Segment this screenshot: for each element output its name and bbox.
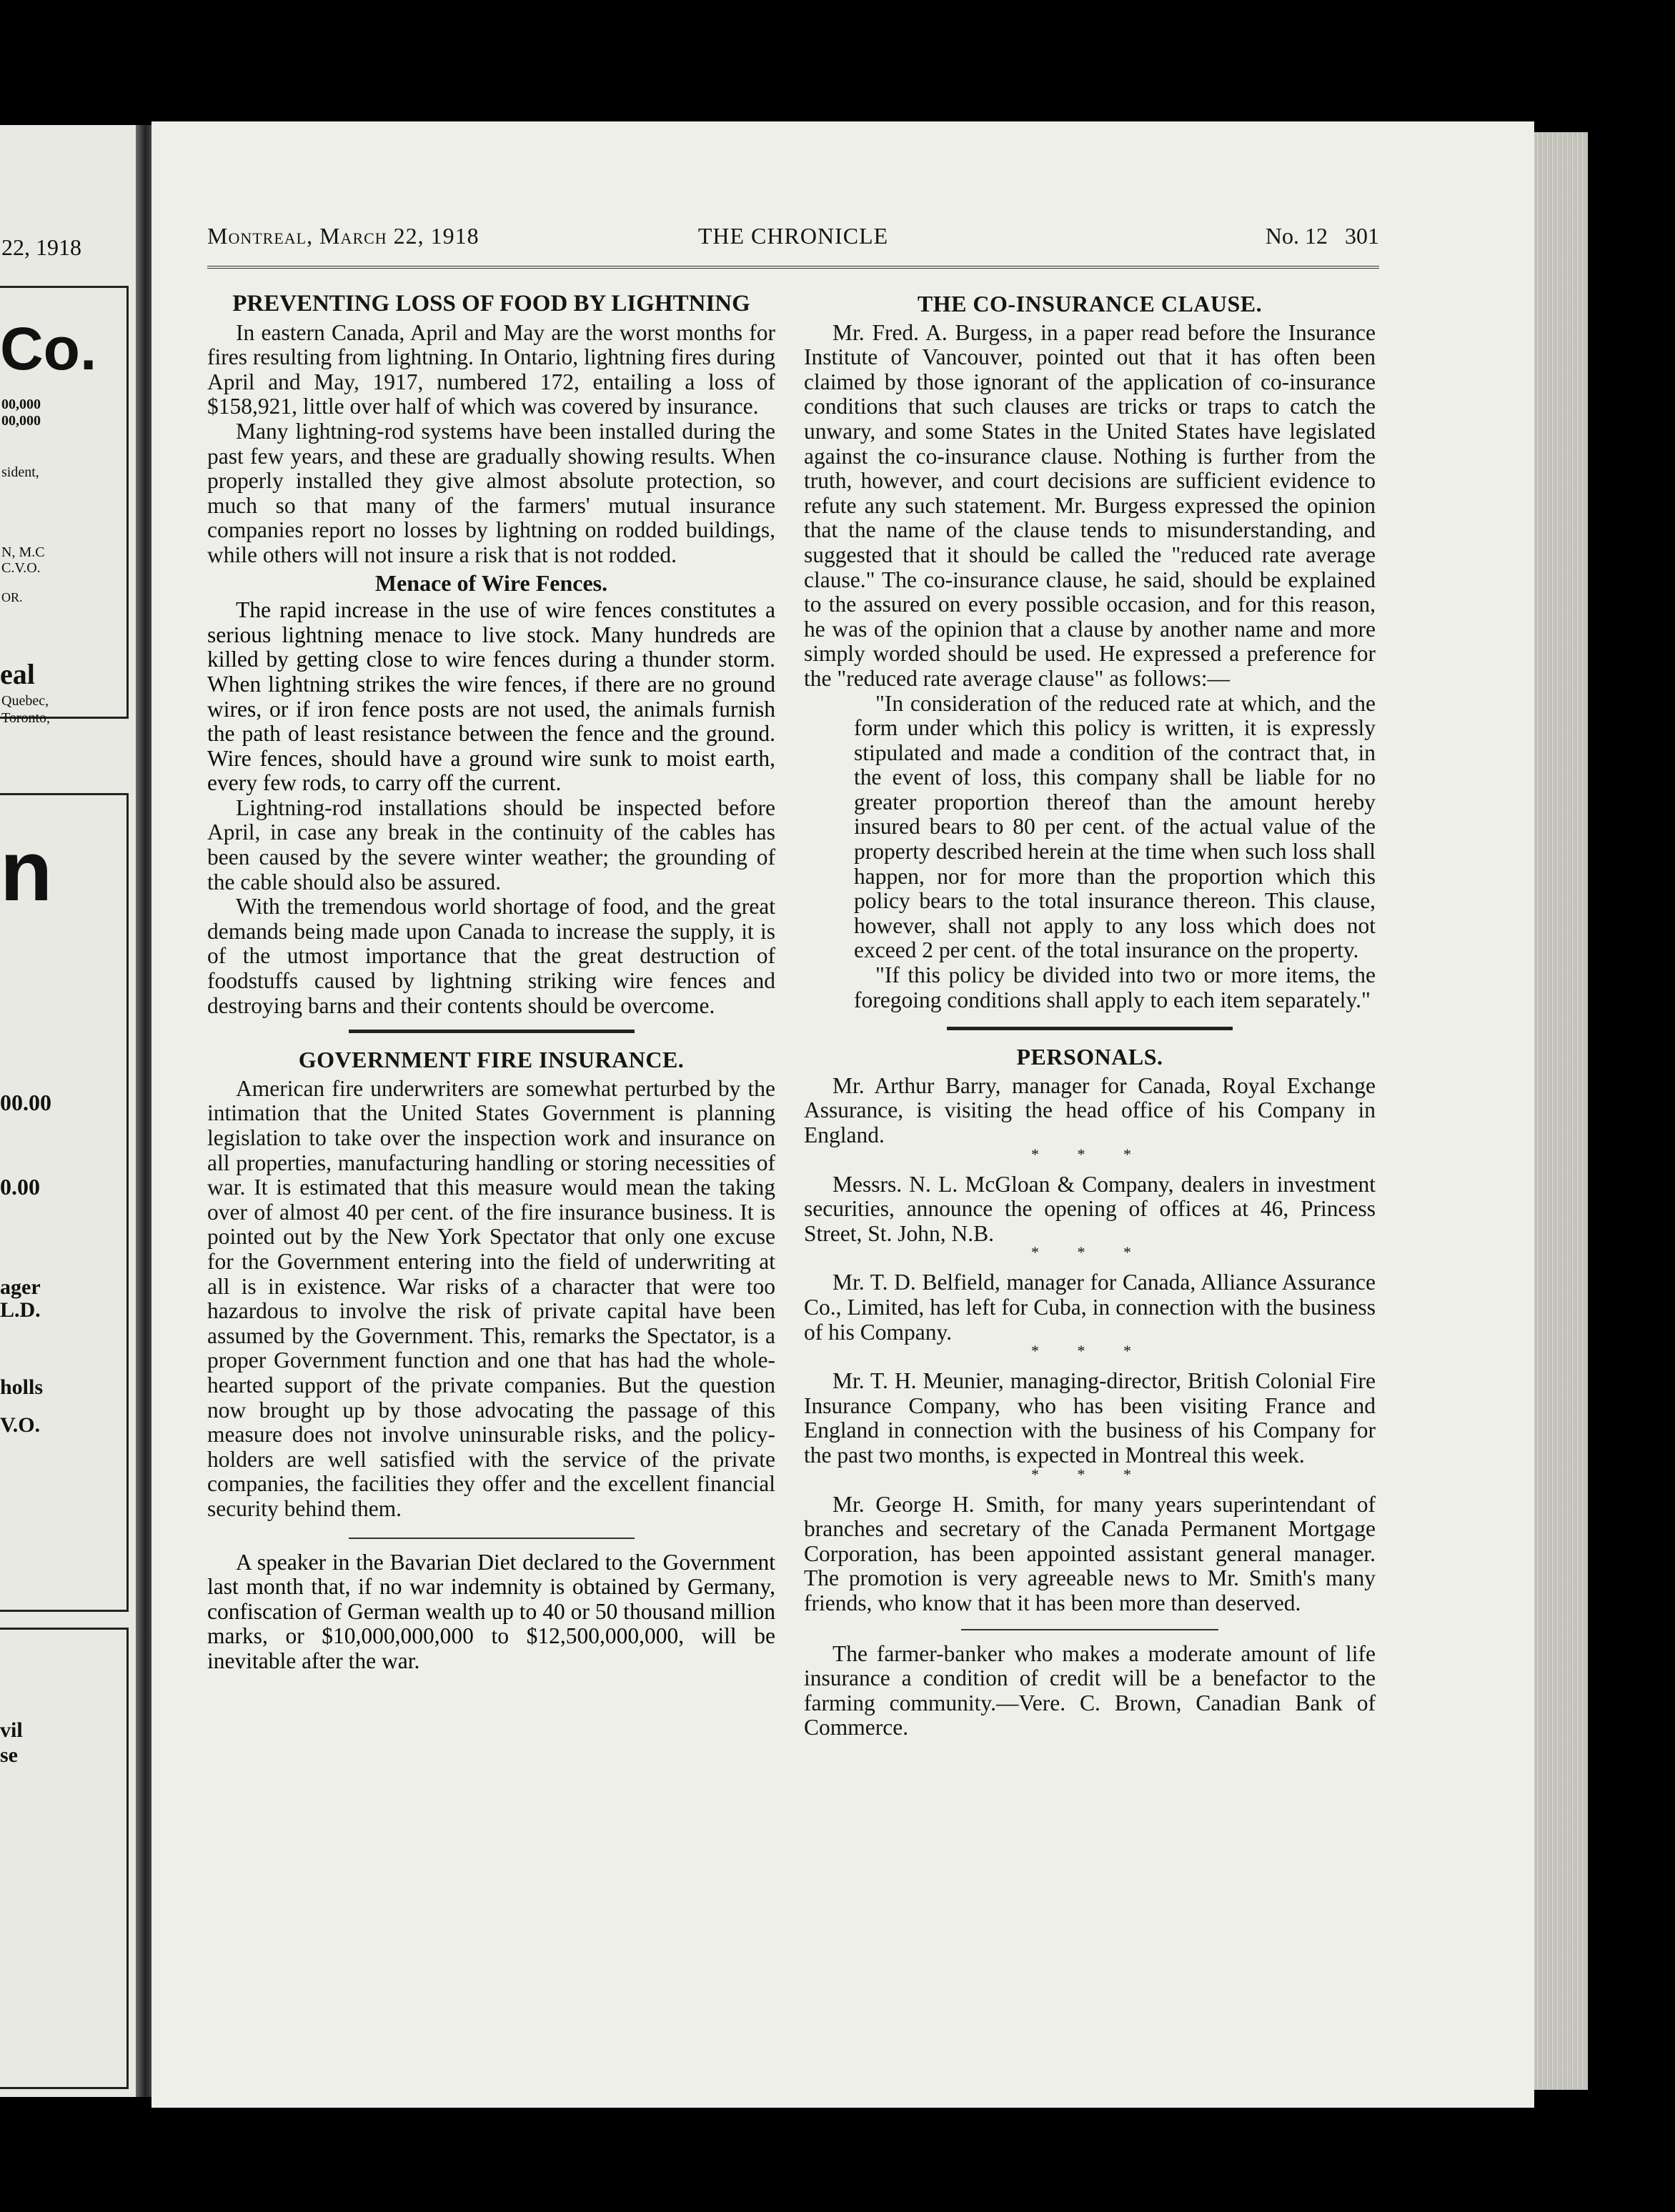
paragraph: The farmer-banker who makes a moderate amount of life insurance a condition of credit will be a benefactor to the farming community.—Vere. C. Brown, Canadian Bank of Commerce. — [804, 1640, 1376, 1740]
left-fragment: ager — [0, 1275, 41, 1299]
left-fragment: 00.00 — [0, 1090, 51, 1115]
left-fragment: V.O. — [0, 1413, 41, 1437]
left-page-date: 22, 1918 — [1, 234, 81, 260]
header-rule — [207, 266, 1379, 270]
left-fragment: eal — [0, 658, 35, 690]
left-fragment: sident, — [1, 464, 39, 480]
left-column — [207, 292, 775, 1673]
quote-paragraph: "If this policy be divided into two or more items, the foregoing conditions shall apply to each item separately." — [854, 962, 1376, 1012]
section-divider — [349, 1538, 635, 1539]
page-edges — [1534, 132, 1588, 2090]
quote-paragraph: "In consideration of the reduced rate at which, and the form under which this policy is written, it is expressly stipulated and made a condition of the contract that, in the event of loss, this company shall be liable for no greater proportion thereof than the amount hereby insured bears to 80 per cent. of the actual value of the property described herein at the time when such loss shall happen, nor for more than the proportion which this policy bears to the total insurance thereon. This clause, however, shall not apply to any loss which does not exceed 2 per cent. of the total insurance on the property. — [854, 690, 1376, 963]
asterism: * * * — [1031, 1145, 1148, 1163]
left-fragment: Quebec, — [1, 693, 49, 709]
personal-item: Mr. George H. Smith, for many years superintendant of branches and secretary of the Canada Permanent Mortgage Corporation, has been appointed assistant general manager. The promotion is very agreeable news to Mr. Smith's many friends, who know that it has been more than deserved. — [804, 1491, 1376, 1615]
left-fragment: 00,000 — [1, 413, 41, 429]
publication-title: THE CHRONICLE — [697, 223, 889, 249]
left-fragment: OR. — [1, 590, 23, 604]
left-fragment: 0.00 — [0, 1174, 40, 1200]
paragraph: With the tremendous world shortage of food, and the great demands being made upon Canada to increase the supply, it is of the utmost importance that the great destruction of foodstuffs caused by lightning striking wire fences and destroying barns and their contents should be overcome. — [207, 894, 775, 1018]
asterism: * * * — [1031, 1465, 1148, 1483]
running-head — [207, 223, 1379, 256]
left-fragment: se — [0, 1743, 18, 1767]
left-fragment: N, M.C — [1, 544, 45, 560]
left-ad-box-3 — [0, 1628, 129, 2089]
left-fragment: holls — [0, 1375, 44, 1399]
header-date: Montreal, March 22, 1918 — [207, 223, 479, 249]
left-fragment: C.V.O. — [1, 560, 41, 576]
left-fragment: n — [0, 823, 53, 919]
paragraph: Mr. Fred. A. Burgess, in a paper read before the Insurance Institute of Vancouver, pointed out that it has often been claimed by those ignorant of the application of co-insurance conditions that such clauses are tricks or traps to catch the unwary, and some States in the United States have legislated against the co-insurance clause. Nothing is further from the truth, however, and court decisions are sufficient evidence to refute any such statement. Mr. Burgess expressed the opinion that the name of the clause tends to misunderstanding, and suggested that it should be called the "reduced rate average clause." The co-insurance clause, he said, should be explained to the assured on every possible occasion, and for this reason, he was of the opinion that a clause by another name and more simply worded should be used. He expressed a preference for the "reduced rate average clause" as follows:— — [804, 319, 1376, 691]
government-article-title: GOVERNMENT FIRE INSURANCE. — [298, 1047, 685, 1073]
left-fragment: vil — [0, 1718, 23, 1742]
personals-title: PERSONALS. — [1016, 1044, 1163, 1070]
asterism: * * * — [1031, 1342, 1148, 1360]
lightning-article-title: PREVENTING LOSS OF FOOD BY LIGHTNING — [232, 291, 750, 317]
section-divider — [961, 1629, 1218, 1630]
personal-item: Mr. T. H. Meunier, managing-director, British Colonial Fire Insurance Company, who has been visiting France and England in connection with the business of his Company for the past two months, is expected in Montreal this week. — [804, 1368, 1376, 1468]
paragraph: In eastern Canada, April and May are the worst months for fires resulting from lightning. In Ontario, lightning fires during April and May, 1917, numbered 172, entailing a loss of $158,921, little over half of which was covered by insurance. — [207, 319, 775, 419]
left-fragment: L.D. — [0, 1298, 41, 1322]
personal-item: Mr. Arthur Barry, manager for Canada, Royal Exchange Assurance, is visiting the head office of his Company in England. — [804, 1072, 1376, 1147]
left-fragment: 00,000 — [1, 397, 41, 412]
paragraph: Many lightning-rod systems have been installed during the past few years, and these are gradually showing results. When properly installed they give almost absolute protection, so much so that many of the farmers' mutual insurance companies report no losses by lightning on rodded buildings, while others will not insure a risk that is not rodded. — [207, 418, 775, 567]
subheading: Menace of Wire Fences. — [374, 569, 608, 596]
paragraph: The rapid increase in the use of wire fences constitutes a serious lightning menace to live stock. Many hundreds are killed by getting close to wire fences during a thunder storm. When lightning strikes the wire fences, if there are no ground wires, or if iron fence posts are not used, the animals furnish the path of least resistance between the fence and the ground. Wire fences, should have a ground wire sunk to moist earth, every few rods, to carry off the current. — [207, 597, 775, 796]
personal-item: Messrs. N. L. McGloan & Company, dealers in investment securities, announce the opening of offices at 46, Princess Street, St. John, N.B. — [804, 1171, 1376, 1246]
section-divider — [947, 1027, 1233, 1030]
paragraph: A speaker in the Bavarian Diet declared to the Government last month that, if no war indemnity is obtained by Germany, confiscation of German wealth up to 40 or 50 thousand million marks, or $10,000,000,000 to $12,500,000,000, will be inevitable after the war. — [207, 1549, 775, 1673]
section-divider — [349, 1030, 635, 1033]
left-fragment: Co. — [0, 315, 97, 382]
left-fragment: Toronto, — [1, 710, 51, 726]
personal-item: Mr. T. D. Belfield, manager for Canada, Alliance Assurance Co., Limited, has left for Cuba, in connection with the business of his Company. — [804, 1270, 1376, 1345]
right-column — [804, 292, 1376, 1740]
coinsurance-article-title: THE CO-INSURANCE CLAUSE. — [917, 291, 1263, 317]
quoted-clause — [854, 692, 1376, 1013]
issue-page-number: No. 12 301 — [1265, 223, 1379, 249]
paragraph: Lightning-rod installations should be inspected before April, in case any break in the continuity of the cables has been caused by the severe winter weather; the grounding of the cable should also be assured. — [207, 794, 775, 895]
paragraph: American fire underwriters are somewhat perturbed by the intimation that the United States Government is planning legislation to take over the inspection work and insurance on all properties, manufacturing handling or storing necessities of war. It is estimated that this measure would mean the taking over of almost 40 per cent. of the fire insurance business. It is pointed out by the New York Spectator that only one excuse for the Government entering into the field of underwriting at all is in existence. War risks of a character that were too hazardous to involve the risk of private capital have been assumed by the Government. This, remarks the Spectator, is a proper Government function and one that has had the whole-hearted support of the private companies. But the question now brought up by those advocating the passage of this measure does not involve uninsurable risks, and the policy-holders are well satisfied with the service of the private companies, the facilities they offer and the excellent financial security behind them. — [207, 1075, 775, 1521]
asterism: * * * — [1031, 1243, 1148, 1262]
book-gutter — [136, 125, 151, 2097]
